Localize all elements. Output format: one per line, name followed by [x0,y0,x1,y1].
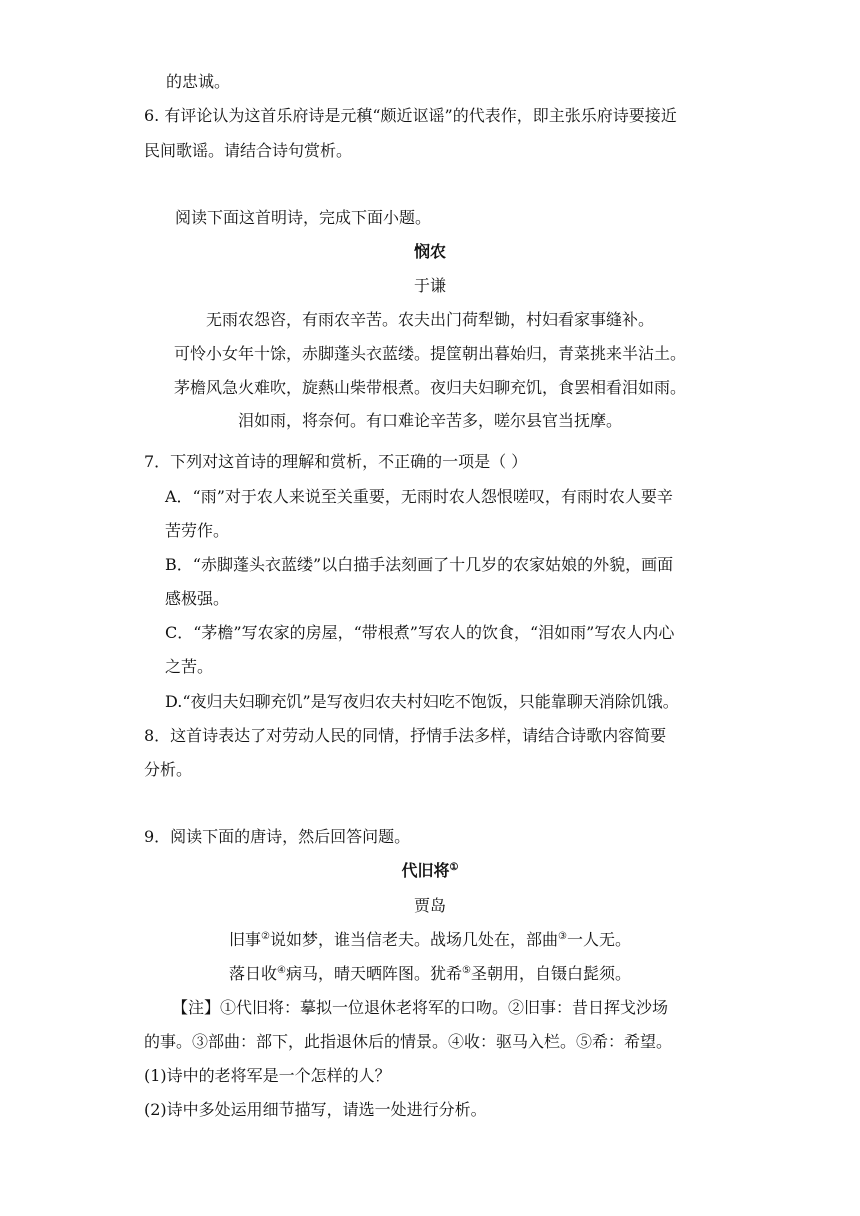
poem-1-title: 悯农 [413,242,446,261]
poem-2-line-2-part: 落日收 [229,964,278,983]
q9-note-2: 的事。③部曲：部下，此指退休后的情景。④收：驱马入栏。⑤希：希望。 [144,1032,673,1051]
note-mark: ④ [277,965,286,976]
poem-1-line-2: 可怜小女年十馀，赤脚蓬头衣蓝缕。提筐朝出暮始归，青菜挑来半沾土。 [173,344,686,363]
q7-option-a: A．“雨”对于农人来说至关重要，无雨时农人怨恨嗟叹，有雨时农人要辛 [165,487,673,506]
poem-2-line-1 [0,928,860,952]
q7-option-c-cont: 之苦。 [165,657,214,676]
poem-2-title-text: 代旧将 [401,861,450,880]
q8-line-2: 分析。 [144,760,193,779]
q8-line-1: 8．这首诗表达了对劳动人民的同情，抒情手法多样，请结合诗歌内容简要 [144,726,667,745]
note-mark: ③ [558,931,567,942]
poem-2-line-2-part: 圣朝用，自镊白髭须。 [470,964,631,983]
q6-line-2: 民间歌谣。请结合诗句赏析。 [144,141,353,160]
q6-line-1: 6. 有评论认为这首乐府诗是元稹“颇近讴谣”的代表作，即主张乐府诗要接近 [144,106,677,125]
note-mark: ⑤ [462,965,471,976]
poem-2-title [0,859,860,883]
poem-1-line-4: 泪如雨，将奈何。有口难论辛苦多，嗟尔县官当抚摩。 [237,411,622,430]
poem-2-line-2-part: 病马，晴天晒阵图。犹希 [285,964,462,983]
q6-continuation: 的忠诚。 [166,72,231,91]
poem-2-author: 贾岛 [413,896,446,915]
q9-note-1: 【注】①代旧将：摹拟一位退休老将军的口吻。②旧事：昔日挥戈沙场 [172,998,669,1017]
q7-option-a-cont: 苦劳作。 [165,521,230,540]
poem-1-line-1: 无雨农怨咨，有雨农辛苦。农夫出门荷犁锄，村妇看家事缝补。 [205,310,654,329]
poem-2-line-1-part: 一人无。 [566,930,631,949]
q7-option-d: D.“夜归夫妇聊充饥”是写夜归农夫村妇吃不饱饭，只能靠聊天消除饥饿。 [165,692,679,711]
poem-1-intro: 阅读下面这首明诗，完成下面小题。 [175,208,432,227]
q7-option-c: C．“茅檐”写农家的房屋，“带根煮”写农人的饮食，“泪如雨”写农人内心 [165,623,675,642]
q7-option-b: B．“赤脚蓬头衣蓝缕”以白描手法刻画了十几岁的农家姑娘的外貌，画面 [165,555,674,574]
poem-2-line-1-part: 旧事 [229,930,262,949]
q9-sub-question-2: (2)诗中多处运用细节描写，请选一处进行分析。 [144,1100,487,1119]
poem-2-line-2 [0,962,860,986]
q9-stem: 9．阅读下面的唐诗，然后回答问题。 [144,827,411,846]
note-mark: ② [261,931,270,942]
q7-stem: 7．下列对这首诗的理解和赏析，不正确的一项是（ ） [144,452,528,471]
poem-2-title-note-mark: ① [449,862,459,873]
q9-sub-question-1: (1)诗中的老将军是一个怎样的人？ [144,1066,391,1085]
q7-option-b-cont: 感极强。 [165,589,230,608]
poem-2-line-1-part: 说如梦，谁当信老夫。战场几处在，部曲 [269,930,558,949]
poem-1-line-3: 茅檐风急火难吹，旋爇山柴带根煮。夜归夫妇聊充饥，食罢相看泪如雨。 [173,378,686,397]
poem-1-author: 于谦 [413,276,446,295]
